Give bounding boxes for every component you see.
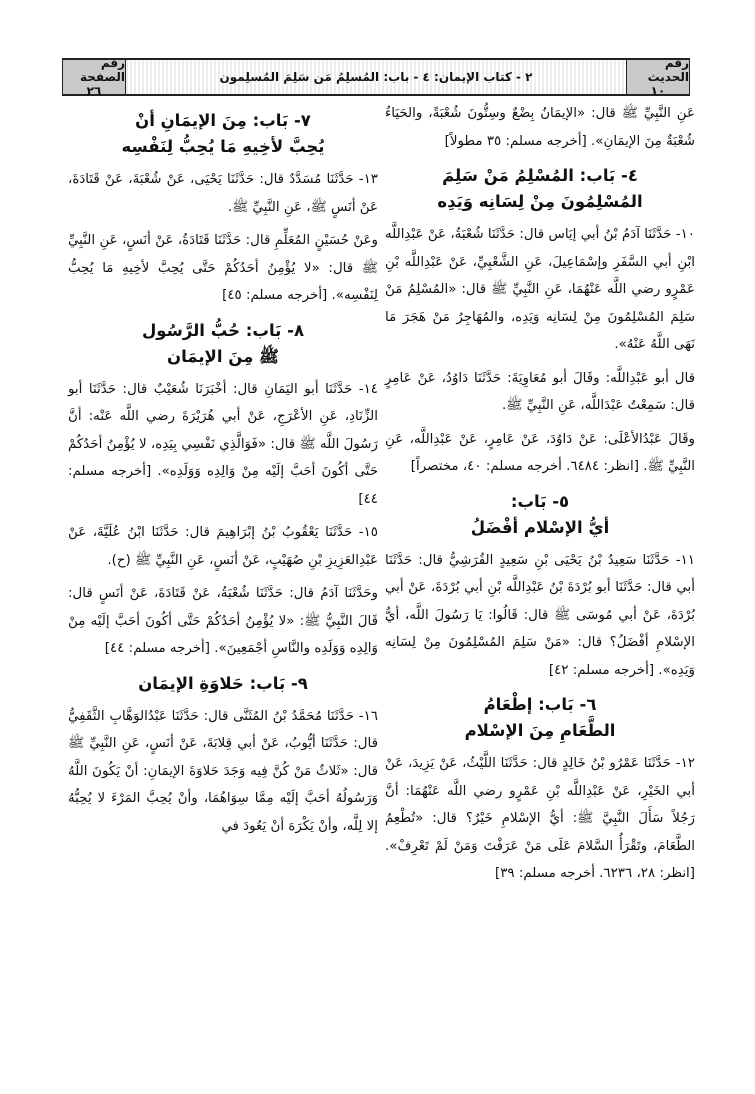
chapter-heading bbox=[68, 318, 378, 370]
hadith-paragraph: ١٦- حَدَّثَنَا مُحَمَّدُ بْنُ المُثَنَّى قال: حَدَّثَنَا عَبْدُالوَهَّابِ الثَّقَفِيُّ قال: حَدَّثَنَا أيُّوبُ، عَنْ أبي قِلابَةَ، عَنْ أنَسٍ، عَنِ النَّبِيِّ ﷺ قال: «ثَلاثٌ مَنْ كُنَّ فِيه وَجَدَ حَلاوَةَ الإيمَانِ: أنْ يَكُونَ اللَّهُ وَرَسُولُهُ أحَبَّ إلَيْه مِمَّا سِوَاهُمَا، وأنْ يُحِبَّ المَرْءَ لا يُحِبُّهُ إلا لِلَّه، وأنْ يَكْرَهَ أنْ يَعُودَ في bbox=[68, 708, 378, 834]
chapter-heading bbox=[68, 671, 378, 697]
chapter-heading-line: ٨- بَاب: حُبُّ الرَّسُول bbox=[141, 320, 305, 340]
left-column bbox=[68, 100, 378, 846]
chapter-heading bbox=[385, 489, 695, 541]
chapter-heading-line: الطَّعَامِ مِنَ الإسْلام bbox=[464, 721, 616, 740]
hadith-paragraph: ١١- حَدَّثَنَا سَعِيدُ بْنُ يَحْيَى بْنِ سَعِيدٍ القُرَشِيُّ قال: حَدَّثَنَا أبي قال: حَدَّثَنَا أبو بُرْدَةَ بْنُ عَبْدِاللَّه بْنِ أبي بُرْدَةَ، عَنْ أبي بُرْدَةَ، عَنْ أبي مُوسَى ﷺ قال: قَالُوا: يَا رَسُولَ اللَّه، أيُّ الإسْلامِ أفْضَلُ؟ قال: «مَنْ سَلِمَ المُسْلِمُونَ مِنْ لِسَانِه وَيَدِه». [أخرجه مسلم: ٤٢] bbox=[385, 552, 695, 678]
hadith-paragraph: عَنِ النَّبِيِّ ﷺ قال: «الإيمَانُ بِضْعٌ وسِتُّونَ شُعْبَةً، والحَيَاءُ شُعْبَةٌ مِنَ الإيمَانِ». [أخرجه مسلم: ٣٥ مطولاً] bbox=[385, 106, 695, 149]
hadith-paragraph: وحَدَّثَنَا آدَمُ قال: حَدَّثَنَا شُعْبَةُ، عَنْ قَتَادَةَ، عَنْ أنَسٍ قال: قَالَ النَّبِيُّ ﷺ: «لا يُؤْمِنُ أحَدُكُمْ حَتَّى أكُونَ أحَبَّ إلَيْه مِنْ وَالِدِه وَوَلَدِه والنَّاسِ أجْمَعِينَ». [أخرجه مسلم: ٤٤] bbox=[68, 586, 378, 656]
hadith-paragraph: ١٣- حَدَّثَنَا مُسَدَّدٌ قال: حَدَّثَنَا يَحْيَى، عَنْ شُعْبَةَ، عَنْ قَتَادَةَ، عَنْ أنَسٍ ﷺ، عَنِ النَّبِيِّ ﷺ. bbox=[68, 172, 378, 215]
right-column bbox=[385, 100, 695, 894]
hadith-number: ١٠ bbox=[650, 84, 666, 98]
chapter-heading-line: يُحِبَّ لأخِيهِ مَا يُحِبُّ لِنَفْسِه bbox=[121, 137, 325, 156]
chapter-heading-line: ٥- بَاب: bbox=[510, 491, 570, 511]
running-title: ٢ - كتاب الإيمان: ٤ - باب: المُسلِمُ مَن سَلِمَ المُسلِمون bbox=[126, 60, 626, 94]
chapter-heading-line: ٩- بَاب: حَلاوَةِ الإيمَان bbox=[138, 673, 308, 693]
page-header bbox=[62, 58, 690, 96]
page-number-box bbox=[62, 56, 126, 98]
chapter-heading-line: المُسْلِمُونَ مِنْ لِسَانِه وَيَدِه bbox=[437, 192, 643, 211]
chapter-heading-line: ٦- بَاب: إطْعَامُ bbox=[483, 695, 597, 714]
chapter-heading-line: ٤- بَاب: المُسْلِمُ مَنْ سَلِمَ bbox=[442, 166, 638, 185]
hadith-paragraph: ١٠- حَدَّثَنَا آدَمُ بْنُ أبي إيَاس قال: حَدَّثَنَا شُعْبَةُ، عَنْ عَبْدِاللَّه ابْنِ أبي السَّفَرِ وإسْمَاعِيلَ، عَنِ الشَّعْبِيِّ، عَنْ عَبْدِاللَّه بْنِ عَمْرٍو رضي اللَّه عَنْهُمَا، عَنِ النَّبِيِّ ﷺ قال: «المُسْلِمُ مَنْ سَلِمَ المُسْلِمُونَ مِنْ لِسَانِه وَيَدِه، والمُهَاجِرُ مَنْ هَجَرَ مَا نَهَى اللَّهُ عَنْهُ». bbox=[385, 227, 695, 352]
chapter-heading bbox=[385, 163, 695, 215]
chapter-heading-line: ﷺ مِنَ الإيمَان bbox=[167, 346, 279, 366]
chapter-heading bbox=[385, 692, 695, 744]
hadith-paragraph: وقَالَ عَبْدُالأعْلَى: عَنْ دَاوُدَ، عَنْ عَامِرٍ، عَنْ عَبْدِاللَّه، عَنِ النَّبِيِّ ﷺ. [انظر: ٦٤٨٤. أخرجه مسلم: ٤٠، مختصراً] bbox=[385, 431, 695, 474]
hadith-number-box bbox=[626, 56, 690, 98]
hadith-paragraph: وعَنْ حُسَيْنٍ المُعَلِّمِ قال: حَدَّثَنَا قَتَادَةُ، عَنْ أنَسٍ، عَنِ النَّبِيِّ ﷺ قال: «لا يُؤْمِنُ أحَدُكُمْ حَتَّى يُحِبَّ لأخِيهِ مَا يُحِبُّ لِنَفْسِه». [أخرجه مسلم: ٤٥] bbox=[68, 233, 378, 303]
page-number-label: رقم الصفحة bbox=[79, 56, 125, 84]
hadith-paragraph: ١٢- حَدَّثَنَا عَمْرُو بْنُ خَالِدٍ قال: حَدَّثَنَا اللَّيْثُ، عَنْ يَزِيدَ، عَنْ أبي الخَيْرِ، عَنْ عَبْدِاللَّه بْنِ عَمْرٍو رضي اللَّه عَنْهُمَا: أنَّ رَجُلاً سَأَلَ النَّبِيَّ ﷺ: أيُّ الإسْلامِ خَيْرٌ؟ قال: «تُطْعِمُ الطَّعَامَ، وتَقْرَأُ السَّلامَ عَلَى مَنْ عَرَفْتَ وَمَنْ لَمْ تَعْرِفْ». [انظر: ٢٨، ٦٢٣٦. أخرجه مسلم: ٣٩] bbox=[385, 756, 695, 881]
chapter-heading bbox=[68, 108, 378, 160]
hadith-paragraph: قال أبو عَبْدِاللَّه: وقَالَ أبو مُعَاوِيَةَ: حَدَّثَنَا دَاوُدُ، عَنْ عَامِرٍ قال: سَمِعْتُ عَبْدَاللَّه، عَنِ النَّبِيِّ ﷺ. bbox=[385, 370, 695, 413]
hadith-paragraph: ١٥- حَدَّثَنَا يَعْقُوبُ بْنُ إبْرَاهِيمَ قال: حَدَّثَنَا ابْنُ عُلَيَّةَ، عَنْ عَبْدِالعَزِيزِ بْنِ صُهَيْبٍ، عَنْ أنَسٍ، عَنِ النَّبِيِّ ﷺ (ح). bbox=[68, 525, 378, 568]
chapter-heading-line: ٧- بَاب: مِنَ الإيمَانِ أنْ bbox=[135, 111, 311, 130]
hadith-paragraph: ١٤- حَدَّثَنَا أبو اليَمَانِ قال: أخْبَرَنَا شُعَيْبٌ قال: حَدَّثَنَا أبو الزِّنَادِ، عَنِ الأعْرَجِ، عَنْ أبي هُرَيْرَةَ رضي اللَّه عَنْه: أنَّ رَسُولَ اللَّه ﷺ قال: «فَوَالَّذِي نَفْسِي بِيَدِه، لا يُؤْمِنُ أحَدُكُمْ حَتَّى أكُونَ أحَبَّ إلَيْه مِنْ وَالِدِه وَوَلَدِه». [أخرجه مسلم: ٤٤] bbox=[68, 381, 378, 507]
chapter-heading-line: أيُّ الإسْلام أفْضَلُ bbox=[470, 517, 610, 537]
hadith-number-label: رقم الحديث bbox=[647, 56, 689, 84]
page-number: ٢٦ bbox=[86, 84, 102, 98]
